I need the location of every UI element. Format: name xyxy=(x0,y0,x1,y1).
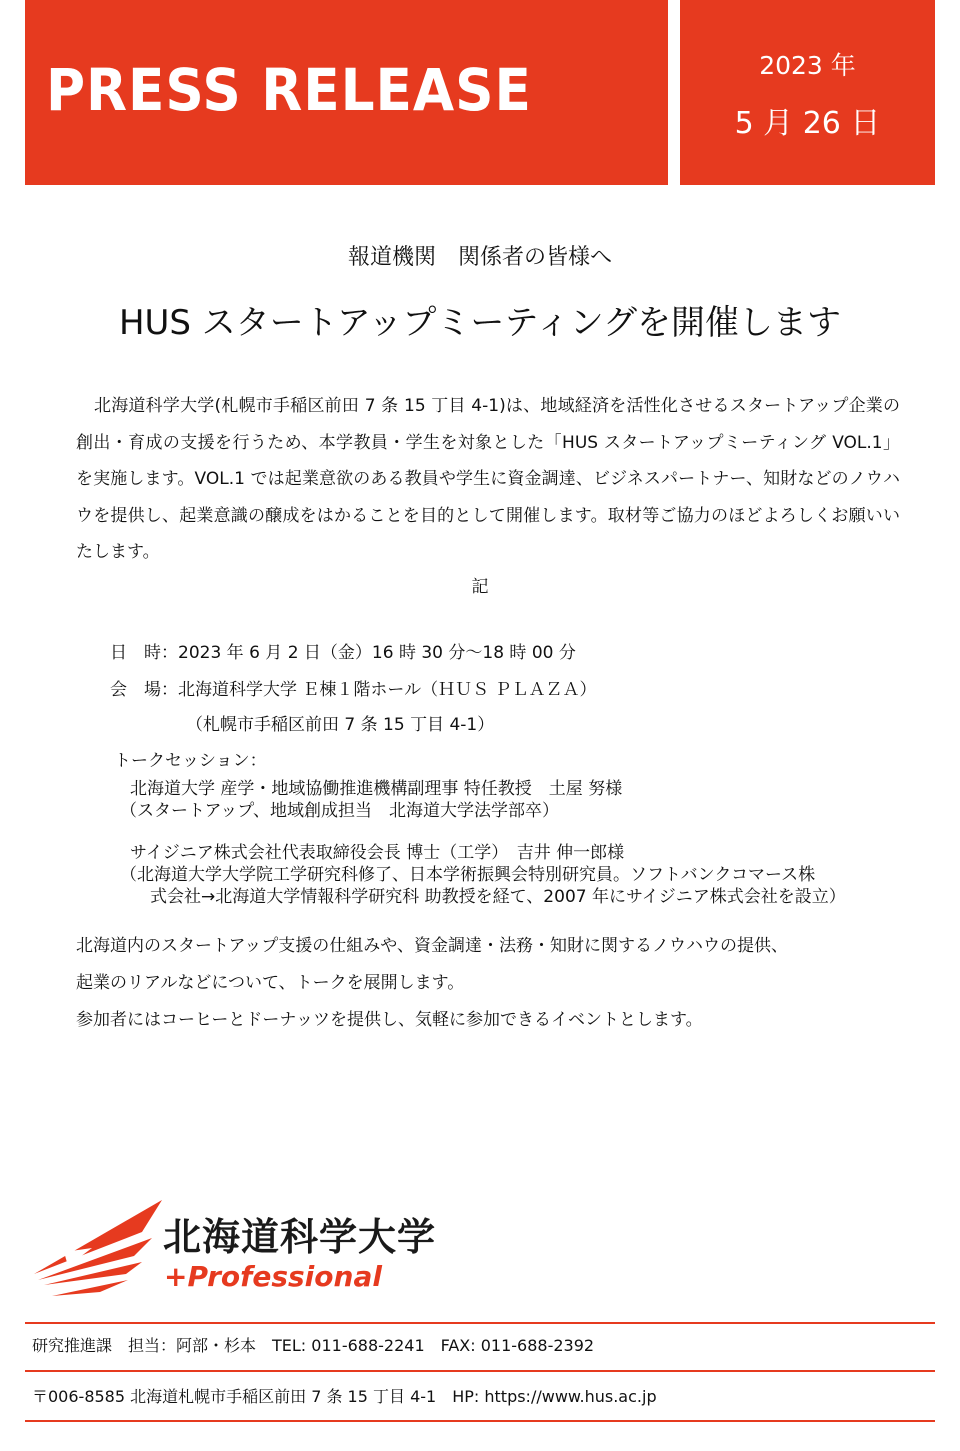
press-release-title: PRESS RELEASE xyxy=(46,56,532,124)
speaker-2-note-2: 式会社→北海道大学情報科学研究科 助教授を経て、2007 年にサイジニア株式会社を設立） xyxy=(150,887,846,907)
university-logo-name: 北海道科学大学 xyxy=(163,1215,437,1259)
date-box xyxy=(680,0,935,185)
footer-address: 〒006-8585 北海道札幌市手稲区前田 7 条 15 丁目 4-1 HP: https://www.hus.ac.jp xyxy=(32,1387,657,1406)
speaker-1-note: （スタートアップ、地域創成担当 北海道大学法学部卒） xyxy=(120,801,559,821)
speaker-1: 北海道大学 産学・地域協働推進機構副理事 特任教授 土屋 努様 xyxy=(130,779,623,799)
event-venue: 会 場：北海道科学大学 Ｅ棟１階ホール（ＨＵＳ ＰＬＡＺＡ） xyxy=(110,680,597,700)
date-year: 2023 年 xyxy=(759,51,856,80)
closing-line-2: 起業のリアルなどについて、トークを展開します。 xyxy=(76,973,465,993)
intro-paragraph: 北海道科学大学(札幌市手稲区前田 7 条 15 丁目 4-1)は、地域経済を活性化させるスタートアップ企業の創出・育成の支援を行うため、本学教員・学生を対象とした「HUS スタートアップミーティング VOL.1」を実施します。VOL.1 では起業意欲のある教員や学生に資金調達、ビジネスパートナー、知財などのノウハウを提供し、起業意識の醸成をはかることを目的として開催します。取材等ご協力のほどよろしくお願いいたします。 xyxy=(76,396,900,562)
speaker-2: サイジニア株式会社代表取締役会長 博士（工学） 吉井 伸一郎様 xyxy=(130,843,625,863)
footer-divider-top xyxy=(25,1322,935,1324)
talk-session-label: トークセッション： xyxy=(114,751,267,771)
closing-line-1: 北海道内のスタートアップ支援の仕組みや、資金調達・法務・知財に関するノウハウの提供、 xyxy=(76,936,788,956)
closing-line-3: 参加者にはコーヒーとドーナッツを提供し、気軽に参加できるイベントとします。 xyxy=(76,1010,703,1030)
headline: HUS スタートアップミーティングを開催します xyxy=(118,303,842,343)
footer-contact: 研究推進課 担当：阿部・杉本 TEL: 011-688-2241 FAX: 011-688-2392 xyxy=(32,1336,595,1355)
footer-divider-bottom xyxy=(25,1420,935,1422)
speaker-2-note-1: （北海道大学大学院工学研究科修了、日本学術振興会特別研究員。ソフトバンクコマース株 xyxy=(120,865,816,885)
ki-marker: 記 xyxy=(471,577,489,597)
university-logo-tagline: +Professional xyxy=(164,1260,382,1293)
venue-address: （札幌市手稲区前田 7 条 15 丁目 4-1） xyxy=(186,715,495,735)
footer-divider-middle xyxy=(25,1370,935,1372)
event-date: 日 時：2023 年 6 月 2 日（金）16 時 30 分～18 時 00 分 xyxy=(110,643,576,663)
date-day: 5 月 26 日 xyxy=(734,106,881,141)
salutation: 報道機関 関係者の皆様へ xyxy=(347,245,612,270)
